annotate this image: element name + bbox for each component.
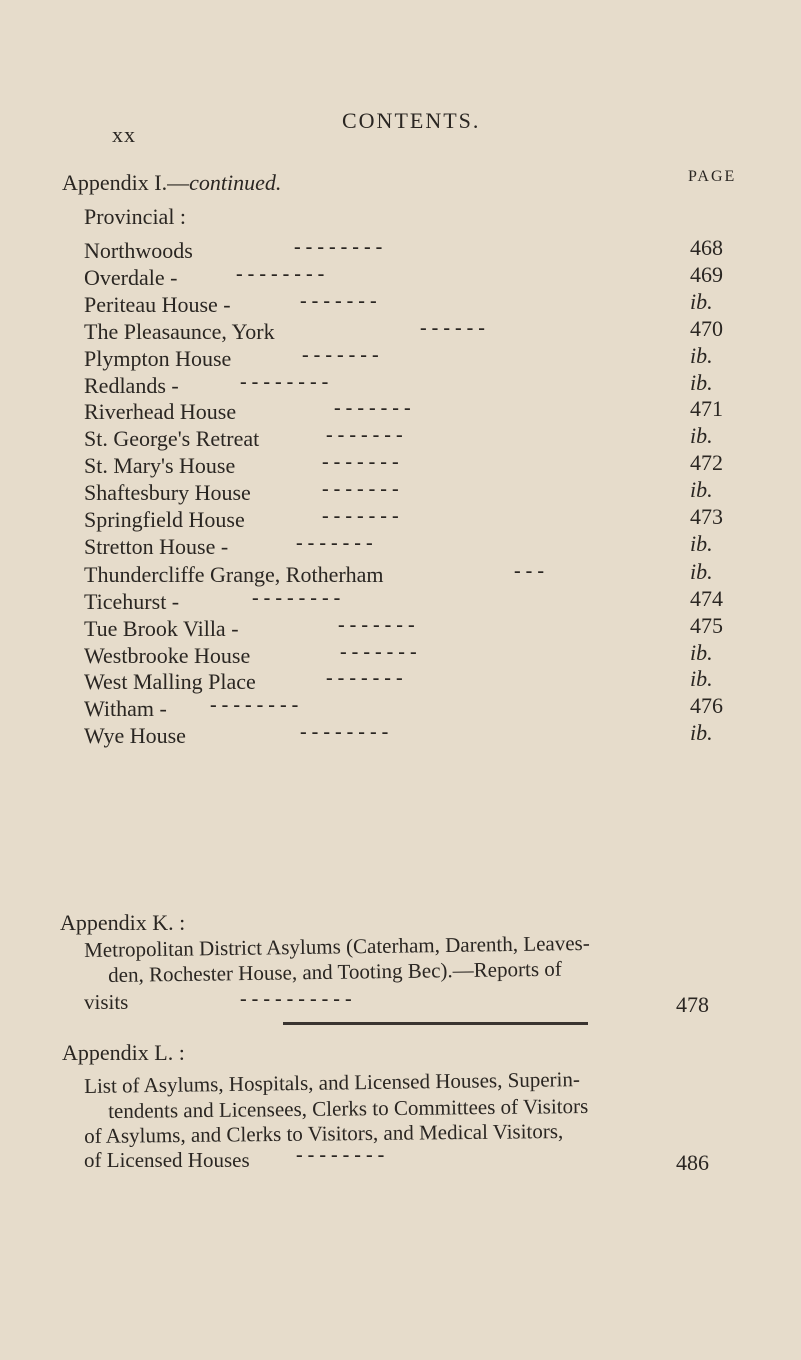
entry-leader: - - - - - - -: [322, 478, 399, 500]
entry-name: Ticehurst -: [84, 589, 180, 614]
entry-name: Springfield House: [84, 507, 245, 532]
entry-leader: - - - - - - - -: [236, 263, 325, 285]
entry-name: West Malling Place: [84, 669, 256, 694]
entry-page: ib.: [690, 477, 713, 502]
appendix-i-heading-continued: continued.: [189, 170, 282, 195]
appendix-l-text-line-4: of Licensed Houses: [84, 1148, 250, 1172]
entry-page: ib.: [690, 640, 713, 665]
entry-page: ib.: [690, 423, 713, 448]
entry-leader: - - - - - - - -: [240, 371, 329, 393]
entry-name: Tue Brook Villa -: [84, 616, 239, 641]
entry-leader: - - - - - - -: [296, 532, 373, 554]
entry-leader: - - - - - - -: [338, 614, 415, 636]
appendix-l-page: 486: [676, 1150, 709, 1175]
entry-page: ib.: [690, 720, 713, 745]
entry-page: 476: [690, 693, 723, 718]
entry-page: 471: [690, 396, 723, 421]
entry-leader: - - - - - - -: [302, 344, 379, 366]
entry-page: 470: [690, 316, 723, 341]
appendix-l-text-line-3: of Asylums, and Clerks to Visitors, and Medical Visitors,: [84, 1118, 564, 1148]
entry-page: ib.: [690, 343, 713, 368]
entry-page: 475: [690, 613, 723, 638]
entry-name: Stretton House -: [84, 534, 229, 559]
entry-page: ib.: [690, 370, 713, 395]
entry-page: ib.: [690, 289, 713, 314]
entry-leader: - - - - - - - -: [294, 236, 383, 258]
entry-leader: - - - - - - - -: [252, 587, 341, 609]
appendix-i-heading: [62, 170, 281, 196]
appendix-l-text-line-2: tendents and Licensees, Clerks to Committees of Visitors: [108, 1093, 589, 1123]
entry-leader: - - - - - -: [420, 317, 485, 339]
provincial-subheading: Provincial :: [84, 204, 187, 229]
entry-leader: - - - - - - -: [334, 397, 411, 419]
entry-name: Westbrooke House: [84, 643, 251, 668]
entry-name: Wye House: [84, 723, 186, 748]
entry-name: The Pleasaunce, York: [84, 319, 275, 344]
appendix-k-text-line-2: den, Rochester House, and Tooting Bec).—Reports of: [108, 956, 562, 987]
entry-leader: - - - - - - -: [322, 505, 399, 527]
entry-leader: - - - - - - -: [326, 667, 403, 689]
end-rule: [283, 1022, 588, 1025]
appendix-i-heading-prefix: Appendix I.—: [62, 170, 190, 195]
appendix-k-heading: Appendix K. :: [60, 910, 186, 935]
appendix-k-leader: - - - - - - - - - -: [240, 988, 352, 1010]
entry-page: 469: [690, 262, 723, 287]
appendix-l-leader: - - - - - - - -: [296, 1144, 385, 1166]
entry-leader: - - - - - - -: [300, 290, 377, 312]
entry-page: 472: [690, 450, 723, 475]
entry-name: Shaftesbury House: [84, 480, 251, 505]
entry-name: Periteau House -: [84, 292, 231, 317]
entry-name: Northwoods: [84, 238, 193, 263]
entry-name: Riverhead House: [84, 399, 237, 424]
entry-name: Thundercliffe Grange, Rotherham: [84, 562, 384, 587]
entry-page: 473: [690, 504, 723, 529]
entry-name: St. Mary's House: [84, 453, 236, 478]
entry-name: Witham -: [84, 696, 167, 721]
appendix-k-text-line-1: Metropolitan District Asylums (Caterham, Darenth, Leaves-: [84, 930, 590, 962]
appendix-l-heading: Appendix L. :: [62, 1040, 185, 1065]
entry-leader: - - - - - - - -: [300, 721, 389, 743]
page-column-label: PAGE: [688, 168, 737, 185]
appendix-k-page: 478: [676, 992, 709, 1017]
running-title: CONTENTS.: [342, 108, 481, 133]
appendix-l-text-line-1: List of Asylums, Hospitals, and Licensed Houses, Superin-: [84, 1067, 581, 1098]
entry-name: St. George's Retreat: [84, 426, 260, 451]
entry-leader: - - -: [514, 560, 544, 582]
entry-page: 474: [690, 586, 723, 611]
entry-name: Overdale -: [84, 265, 178, 290]
entry-page: ib.: [690, 531, 713, 556]
entry-page: 468: [690, 235, 723, 260]
entry-leader: - - - - - - -: [322, 451, 399, 473]
entry-page: ib.: [690, 666, 713, 691]
entry-page: ib.: [690, 559, 713, 584]
entry-leader: - - - - - - -: [326, 424, 403, 446]
folio-number: xx: [112, 122, 136, 147]
entry-name: Redlands -: [84, 373, 179, 398]
appendix-k-text-line-3: visits: [84, 990, 129, 1014]
entry-leader: - - - - - - -: [340, 641, 417, 663]
entry-name: Plympton House: [84, 346, 232, 371]
entry-leader: - - - - - - - -: [210, 694, 299, 716]
